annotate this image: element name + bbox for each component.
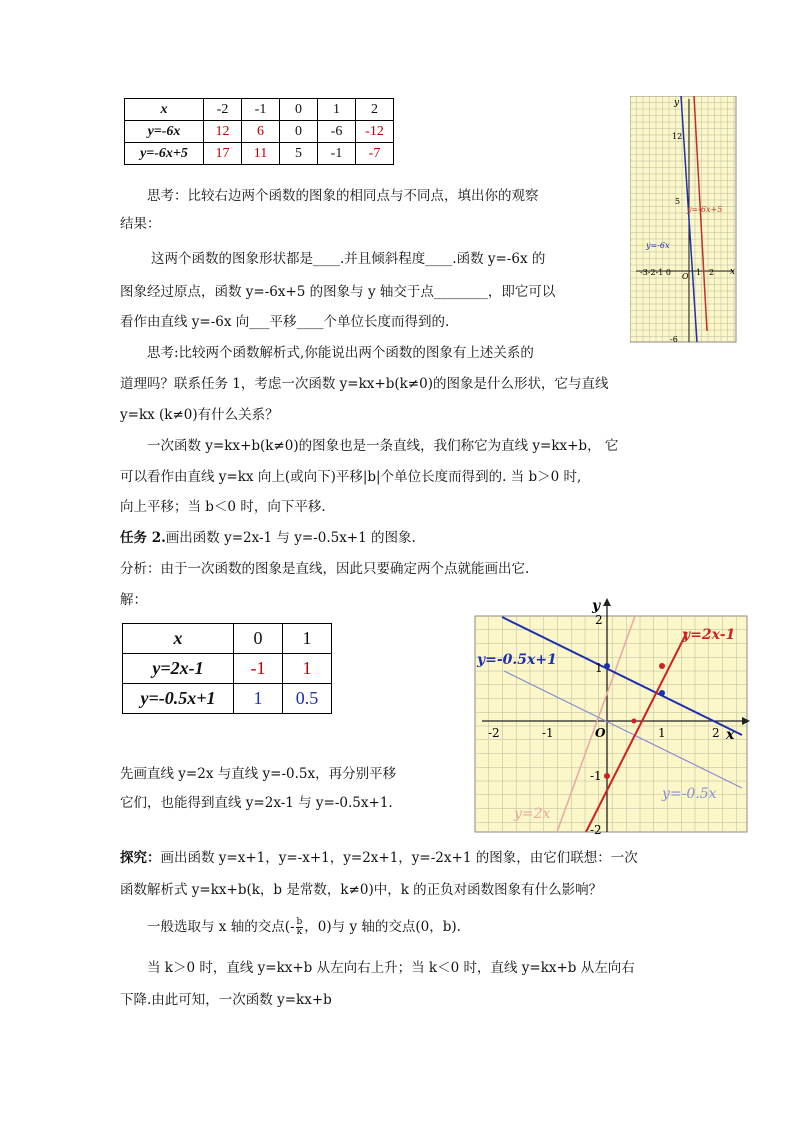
task2-line <box>120 528 416 548</box>
origin-label: O <box>595 726 606 740</box>
point <box>632 719 637 724</box>
point <box>604 663 610 669</box>
table-cell: 0.5 <box>283 684 332 714</box>
origin-label: O <box>682 272 689 281</box>
table-cell: 11 <box>242 143 280 165</box>
paragraph-line: 一次函数 y=kx+b(k≠0)的图象也是一条直线，我们称它为直线 y=kx+b， 它 <box>147 438 619 454</box>
explore-line <box>120 848 638 868</box>
table-header-cell: 1 <box>283 624 332 654</box>
tick-label: 2 <box>712 726 720 740</box>
tick-label: 1 <box>658 726 666 740</box>
tick-label: 1 <box>595 661 603 675</box>
task2-text: 画出函数 y=2x-1 与 y=-0.5x+1 的图象. <box>165 530 416 546</box>
paragraph-line: 函数解析式 y=kx+b(k，b 是常数，k≠0)中，k 的正负对函数图象有什么影响？ <box>120 882 603 898</box>
table-header-cell: x <box>125 99 204 121</box>
paragraph-line: 当 k＞0 时，直线 y=kx+b 从左向右上升；当 k＜0 时，直线 y=kx+b 从左向右 <box>147 960 635 976</box>
table-cell: 5 <box>280 143 318 165</box>
x-axis-label: x <box>730 267 736 277</box>
graph-task2 <box>474 596 750 834</box>
point <box>659 663 665 669</box>
line-label: y=2x-1 <box>682 627 736 643</box>
table-row <box>125 143 394 165</box>
table-row <box>123 624 332 654</box>
table-row <box>123 684 332 714</box>
table-cell: -7 <box>356 143 394 165</box>
row-label: y=-6x <box>125 121 204 143</box>
paragraph-line: 它们，也能得到直线 y=2x-1 与 y=-0.5x+1. <box>120 795 393 811</box>
paragraph-line: 看作由直线 y=-6x 向___平移____个单位长度而得到的. <box>120 314 450 330</box>
paragraph-line: 道理吗？联系任务 1，考虑一次函数 y=kx+b(k≠0)的图象是什么形状，它与直线 <box>120 376 609 392</box>
intercept-text-a: 一般选取与 x 轴的交点(- <box>147 919 295 935</box>
row-label: y=-6x+5 <box>125 143 204 165</box>
table-header-cell: 2 <box>356 99 394 121</box>
table-cell: 12 <box>204 121 242 143</box>
paragraph-line: 分析：由于一次函数的图象是直线，因此只要确定两个点就能画出它. <box>120 561 530 577</box>
line-label: y=-6x <box>646 241 670 250</box>
tick-label: 5 <box>675 197 681 206</box>
table-header-cell: x <box>123 624 234 654</box>
frac-denominator: k <box>296 927 303 937</box>
row-label: y=-0.5x+1 <box>123 684 234 714</box>
table-cell: -6 <box>318 121 356 143</box>
table-header-cell: 0 <box>280 99 318 121</box>
task2-label: 任务 2. <box>120 530 166 546</box>
line-label: y=-0.5x+1 <box>477 652 557 668</box>
tick-label: 2 <box>595 613 603 627</box>
table-header-cell: 1 <box>318 99 356 121</box>
tick-label: -6 <box>670 335 678 343</box>
frac-numerator: b <box>296 917 303 927</box>
paragraph-line: 可以看作由直线 y=kx 向上(或向下)平移|b|个单位长度而得到的. 当 b＞0 时, <box>120 469 582 485</box>
table-cell: -12 <box>356 121 394 143</box>
paragraph-line: 图象经过原点，函数 y=-6x+5 的图象与 y 轴交于点________，即它可以 <box>120 284 556 300</box>
tick-label: -3-2-1 0 <box>640 268 672 277</box>
table-cell: 0 <box>280 121 318 143</box>
table-values-1 <box>124 98 394 165</box>
graph-y-neg6x <box>630 96 738 343</box>
tick-label: -2 <box>590 823 602 834</box>
intercept-text-b: ，0)与 y 轴的交点(0，b). <box>304 919 461 935</box>
tick-label: 1 <box>696 268 702 277</box>
table-header-cell: 0 <box>234 624 283 654</box>
table-cell: 6 <box>242 121 280 143</box>
paragraph-line: 思考:比较两个函数解析式,你能说出两个函数的图象有上述关系的 <box>147 345 534 361</box>
paragraph-line: 这两个函数的图象形状都是____.并且倾斜程度____.函数 y=-6x 的 <box>151 251 546 267</box>
x-axis-label: x <box>726 727 735 743</box>
tick-label: -1 <box>542 726 554 740</box>
line-label: y=-6x+5 <box>687 205 723 214</box>
table-header-cell: -1 <box>242 99 280 121</box>
y-axis-arrow-icon <box>603 598 611 606</box>
paragraph-line: 下降.由此可知，一次函数 y=kx+b <box>120 992 332 1008</box>
point <box>604 773 610 779</box>
point <box>659 690 665 696</box>
tick-label: -1 <box>590 769 602 783</box>
explore-text: 画出函数 y=x+1，y=-x+1，y=2x+1，y=-2x+1 的图象，由它们联想：一次 <box>160 850 638 866</box>
table-cell: 1 <box>283 654 332 684</box>
paragraph-line: y=kx (k≠0)有什么关系？ <box>120 407 279 423</box>
tick-label: 12 <box>672 132 683 141</box>
paragraph-line: 结果： <box>120 216 161 232</box>
table-cell: 17 <box>204 143 242 165</box>
fraction-b-over-k <box>296 918 304 937</box>
paragraph-line: 解： <box>120 592 147 608</box>
row-label: y=2x-1 <box>123 654 234 684</box>
paragraph-line: 思考：比较右边两个函数的图象的相同点与不同点，填出你的观察 <box>147 188 539 204</box>
table-cell: 1 <box>234 684 283 714</box>
intercept-line <box>147 914 461 940</box>
table-row <box>125 99 394 121</box>
table-row <box>125 121 394 143</box>
tick-label: 2 <box>709 268 715 277</box>
y-axis-label: y <box>674 98 680 108</box>
y-axis-label: y <box>592 598 601 614</box>
explore-label: 探究： <box>120 850 161 866</box>
table-cell: -1 <box>234 654 283 684</box>
table-row <box>123 654 332 684</box>
paragraph-line: 先画直线 y=2x 与直线 y=-0.5x，再分别平移 <box>120 766 397 782</box>
line-label: y=2x <box>514 806 551 822</box>
tick-label: -2 <box>488 726 500 740</box>
table-header-cell: -2 <box>204 99 242 121</box>
table-cell: -1 <box>318 143 356 165</box>
paragraph-line: 向上平移；当 b＜0 时，向下平移. <box>120 499 326 515</box>
table-values-2 <box>122 623 332 714</box>
line-label: y=-0.5x <box>662 786 717 802</box>
